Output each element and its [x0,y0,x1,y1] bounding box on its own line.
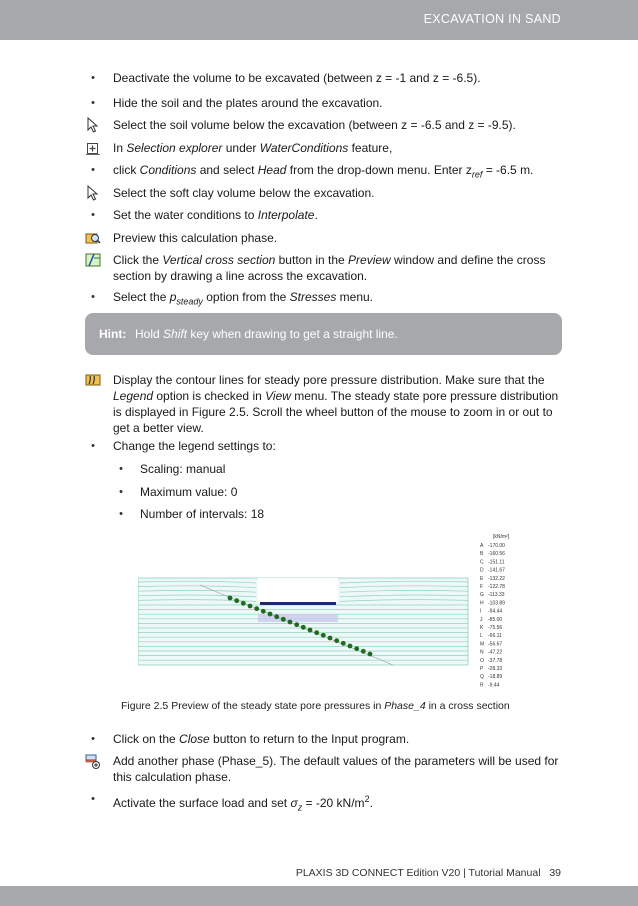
legend-value: -47.22 [488,649,503,656]
explorer-expand-icon [85,140,101,156]
section-point [321,633,326,638]
bullet: • [91,291,95,303]
section-point [361,649,366,654]
legend-key: N [480,649,484,656]
legend-key: O [480,657,484,664]
footer-bar [0,886,638,906]
add-phase-icon [85,753,101,769]
hint-box [85,313,562,355]
step-text: Click on the Close button to return to the Input program. [113,732,410,746]
legend-value: -122.78 [488,584,505,590]
section-point [254,606,259,611]
section-point [348,644,353,649]
section-point [288,620,293,625]
legend [480,543,505,688]
legend-key: A [480,543,484,549]
legend-value: -66.11 [488,633,502,640]
step-text: Select the soft clay volume below the excavation. [113,186,375,200]
step-text: Change the legend settings to: [113,439,276,453]
section-point [274,614,279,619]
legend-key: F [480,584,484,590]
legend-key: Q [480,674,484,681]
bullet: • [91,72,95,84]
step-text: Scaling: manual [140,462,226,476]
legend-unit: [kN/m²] [493,534,510,540]
legend-value: -113.33 [488,592,505,599]
step-text: click Conditions and select Head from the drop-down menu. Enter $z_{ref} = -6.5$ m. [113,163,534,180]
legend-key: J [480,616,483,623]
bullet: • [119,486,123,498]
legend-value: -56.67 [488,641,503,648]
excavation-bottom [260,602,336,605]
section-point [261,609,266,614]
legend-key: K [480,625,484,631]
legend-value: -103.89 [488,600,505,607]
bullet: • [119,463,123,475]
section-point [328,636,333,641]
step-cross-section [0,252,638,286]
step-text: Deactivate the volume to be excavated (between z = -1 and z = -6.5). [113,71,481,85]
section-point [281,617,286,622]
figure-pore-pressure [138,530,523,690]
step-text: Set the water conditions to Interpolate. [113,208,318,222]
section-point [234,598,239,603]
footer-text: PLAXIS 3D CONNECT Edition V20 | Tutorial Manual [295,867,541,879]
legend-key: R [480,682,484,689]
step-text: Add another phase (Phase_5). The default values of the parameters will be used for this calculation phase. [113,754,559,784]
legend-key: B [480,551,484,558]
section-point [368,652,373,657]
section-point [248,604,253,609]
hint-text: Hold Shift key when drawing to get a straight line. [135,327,398,341]
legend-key: L [480,633,483,640]
legend-value: -151.11 [488,559,505,566]
legend-key: C [480,559,484,566]
section-point [301,625,306,630]
bullet: • [91,97,95,109]
legend-value: -18.89 [488,674,503,681]
step-text: Maximum value: 0 [140,485,238,499]
legend-key: G [480,592,484,599]
legend-value: -132.22 [488,575,505,582]
step-contour-lines [0,372,638,438]
legend-key: E [480,575,484,582]
bullet: • [91,440,95,452]
legend-value: -28.33 [488,666,503,672]
step-text: Click the Vertical cross section button in the Preview window and define the cross section by drawing a line across the excavation. [113,253,546,283]
header-bar [0,0,638,40]
section-point [308,628,313,633]
legend-value: -170.00 [488,543,505,549]
step-text: Select the $p_{steady}$ option from the Stresses menu. [113,290,374,307]
select-cursor-icon [85,185,101,201]
hint-label: Hint: [99,327,127,341]
excavation-area [258,578,338,602]
step-text: In Selection explorer under WaterConditions feature, [113,141,393,155]
step-add-phase [0,753,638,787]
step-text: Preview this calculation phase. [113,231,278,245]
bullet: • [91,209,95,221]
legend-key: H [480,600,484,607]
select-cursor-icon [85,117,101,133]
figure-caption: Figure 2.5 Preview of the steady state pore pressures in Phase_4 in a cross section [121,700,510,712]
page-footer [296,867,561,879]
step-text: Activate the surface load and set $\sigma_z = -20$ $kN/m^2$. [113,794,373,813]
preview-icon [85,230,101,246]
bullet: • [91,793,95,805]
legend-key: D [480,567,484,574]
step-text: Display the contour lines for steady pore pressure distribution. Make sure that the Legend option is checked in View menu. The steady state pore pressure distribution is displayed in Figure 2.5. Scroll the wheel button of the mouse to zoom in or out to get a better view. [113,373,559,435]
section-point [294,622,299,627]
bullet: • [119,508,123,520]
section-point [228,596,233,601]
section-point [341,641,346,646]
step-text: Select the soil volume below the excavation (between z = -6.5 and z = -9.5). [113,118,516,132]
legend-key: M [480,641,485,648]
pore-pressure-plot [138,530,523,690]
legend-value: -37.78 [488,657,503,664]
section-point [241,601,246,606]
bullet: • [91,733,95,745]
legend-key: I [480,608,482,615]
legend-value: -94.44 [488,608,503,615]
contour-lines-icon [85,372,101,388]
page-number: 39 [549,867,561,879]
chapter-title: EXCAVATION IN SAND [423,12,561,26]
legend-value: -85.00 [488,616,503,623]
section-point [334,638,339,643]
legend-value: -9.44 [488,682,500,689]
section-point [354,646,359,651]
bullet: • [91,164,95,176]
step-text: Number of intervals: 18 [140,507,265,521]
section-point [314,630,319,635]
legend-value: -160.56 [488,551,505,558]
legend-key: P [480,666,484,672]
section-point [268,612,273,617]
step-text: Hide the soil and the plates around the excavation. [113,96,383,110]
legend-value: -141.67 [488,567,505,574]
legend-value: -75.56 [488,625,503,631]
cross-section-icon [85,252,101,268]
